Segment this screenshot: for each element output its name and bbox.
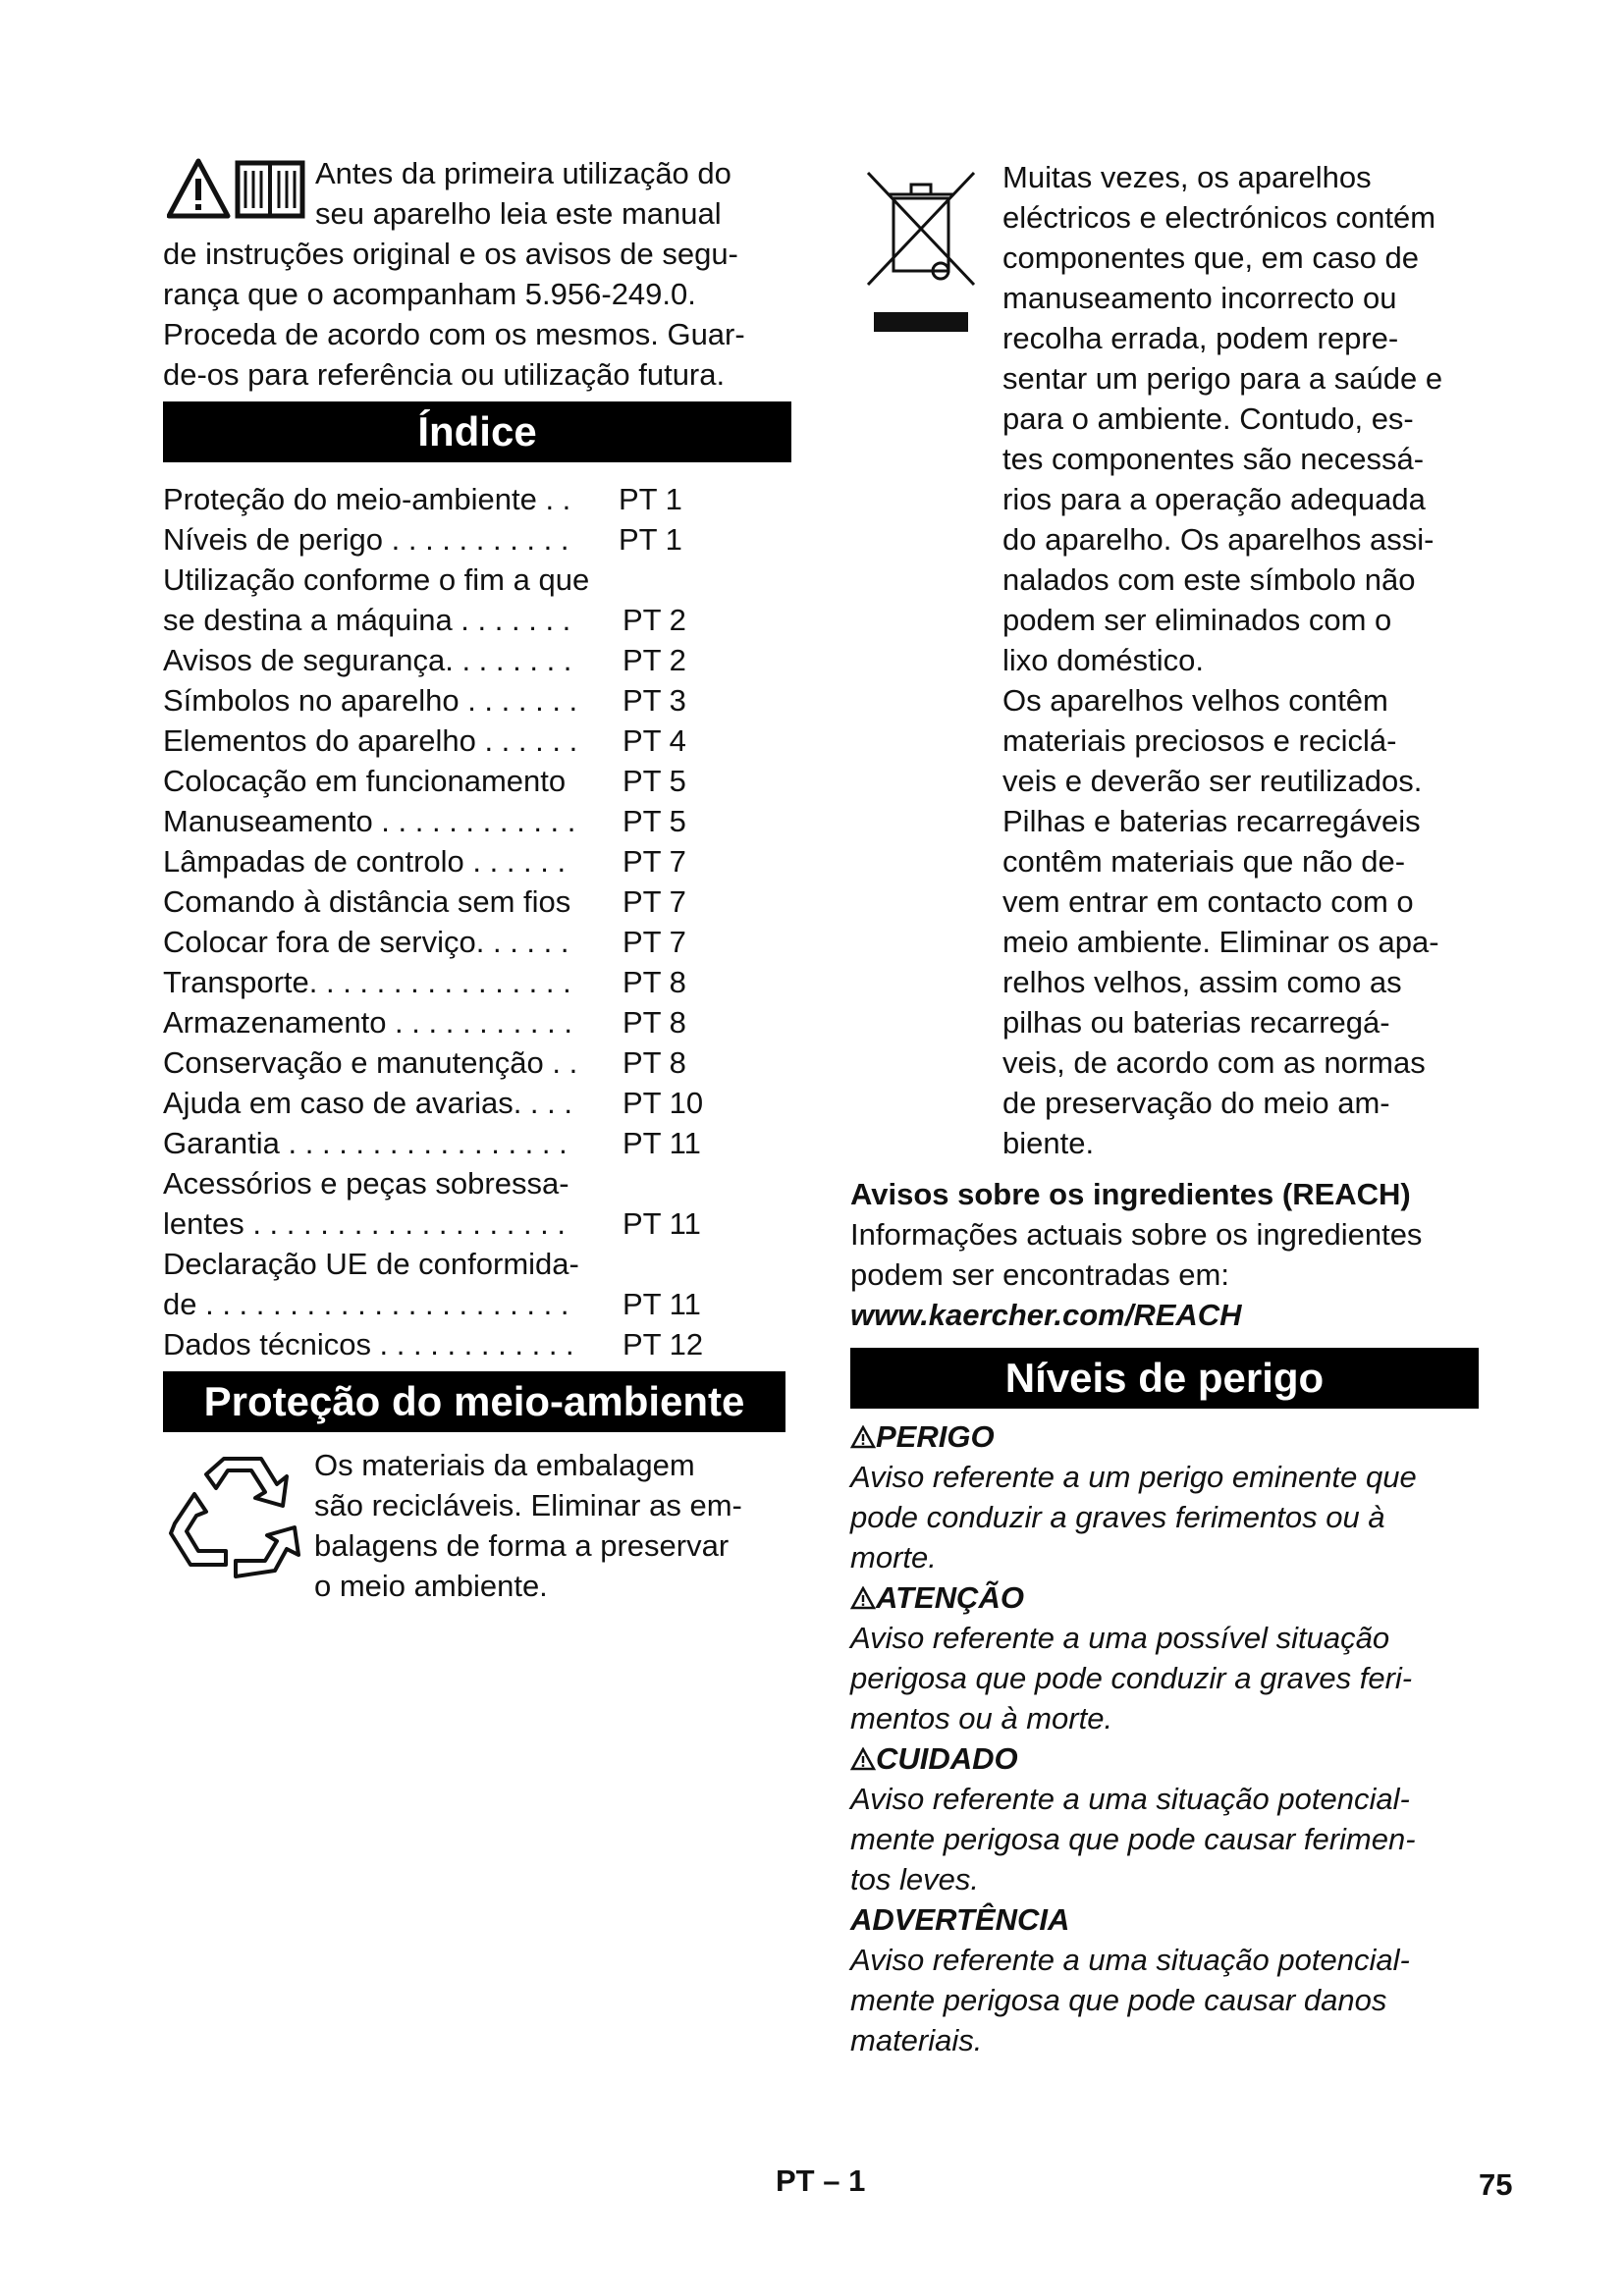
weee-line: nalados com este símbolo não: [1002, 562, 1416, 597]
toc-entry-text: lentes . . . . . . . . . . . . . . . . . . .: [163, 1206, 567, 1241]
warning-triangle-icon: [850, 1580, 876, 1615]
toc-entry-text: Colocação em funcionamento: [163, 764, 567, 798]
toc-entry-page: PT 7: [623, 925, 686, 959]
toc-entry-page: PT 11: [623, 1206, 701, 1241]
footer-section-page: – 1: [823, 2163, 866, 2198]
hazard-level-description: tos leves.: [850, 1862, 979, 1896]
toc-entry[interactable]: [163, 560, 791, 640]
table-of-contents: [163, 479, 791, 1364]
weee-text: [1002, 157, 1592, 1163]
reach-line: Informações actuais sobre os ingredientes: [850, 1217, 1423, 1252]
weee-line: meio ambiente. Eliminar os apa-: [1002, 925, 1439, 959]
environment-heading: Proteção do meio-ambiente: [163, 1371, 785, 1432]
toc-entry[interactable]: [163, 680, 791, 721]
hazard-level-description: mentos ou à morte.: [850, 1701, 1113, 1735]
weee-line: pilhas ou baterias recarregá-: [1002, 1005, 1390, 1040]
hazard-level-description: Aviso referente a uma situação potencial-: [850, 1943, 1410, 1977]
toc-entry-page: PT 8: [623, 1045, 686, 1080]
toc-entry[interactable]: [163, 1244, 791, 1324]
hazard-levels: [850, 1416, 1479, 2060]
intro-line: Antes da primeira utilização do: [315, 156, 731, 190]
toc-entry-page: PT 3: [623, 683, 686, 718]
toc-entry-text: Colocar fora de serviço. . . . . .: [163, 925, 569, 959]
weee-line: veis e deverão ser reutilizados.: [1002, 764, 1423, 798]
toc-entry-page: PT 2: [623, 603, 686, 637]
toc-entry[interactable]: [163, 1002, 791, 1042]
hazard-level-description: pode conduzir a graves ferimentos ou à: [850, 1500, 1385, 1534]
toc-entry-page: PT 8: [623, 1005, 686, 1040]
toc-entry[interactable]: [163, 721, 791, 761]
weee-line: recolha errada, podem repre-: [1002, 321, 1399, 355]
weee-line: vem entrar em contacto com o: [1002, 884, 1414, 919]
weee-line: tes componentes são necessá-: [1002, 442, 1425, 476]
toc-entry-page: PT 7: [623, 844, 686, 879]
hazard-level-name: ADVERTÊNCIA: [850, 1902, 1070, 1937]
toc-entry[interactable]: [163, 922, 791, 962]
weee-line: relhos velhos, assim como as: [1002, 965, 1402, 999]
footer-section-label: [776, 2163, 865, 2199]
weee-line: contêm materiais que não de-: [1002, 844, 1406, 879]
toc-entry-text: Dados técnicos . . . . . . . . . . . .: [163, 1327, 574, 1362]
toc-entry-text: Proteção do meio-ambiente . .: [163, 482, 571, 516]
hazard-level-description: Aviso referente a um perigo eminente que: [850, 1460, 1417, 1494]
weee-line: materiais preciosos e reciclá-: [1002, 723, 1397, 758]
toc-entry[interactable]: [163, 1123, 791, 1163]
toc-entry[interactable]: [163, 841, 791, 881]
weee-line: lixo doméstico.: [1002, 643, 1205, 677]
warning-triangle-icon: [850, 1419, 876, 1454]
toc-list: [163, 479, 791, 1364]
hazard-level-description: Aviso referente a uma situação potencial-: [850, 1782, 1410, 1816]
reach-url-link[interactable]: www.kaercher.com/REACH: [850, 1298, 1242, 1332]
hazard-level-description: Aviso referente a uma possível situação: [850, 1621, 1390, 1655]
recycling-line: o meio ambiente.: [314, 1569, 548, 1603]
toc-entry-text: Garantia . . . . . . . . . . . . . . . . .: [163, 1126, 568, 1160]
toc-entry[interactable]: [163, 761, 791, 801]
hazard-level-label: [850, 1738, 1479, 1779]
toc-entry-page: PT 11: [623, 1287, 701, 1321]
weee-line: do aparelho. Os aparelhos assi-: [1002, 522, 1435, 557]
weee-line: para o ambiente. Contudo, es-: [1002, 401, 1414, 436]
toc-entry-text: Comando à distância sem fios: [163, 884, 571, 919]
hazard-level-description: materiais.: [850, 2023, 983, 2057]
toc-entry-text: de . . . . . . . . . . . . . . . . . . . . . .: [163, 1287, 569, 1321]
toc-entry[interactable]: [163, 479, 791, 519]
toc-entry-text: Manuseamento . . . . . . . . . . . .: [163, 804, 576, 838]
intro-line: Proceda de acordo com os mesmos. Guar-: [163, 317, 745, 351]
reach-title: Avisos sobre os ingredientes (REACH): [850, 1177, 1411, 1211]
hazard-heading: Níveis de perigo: [850, 1348, 1479, 1409]
toc-entry-text: se destina a máquina . . . . . . .: [163, 603, 571, 637]
toc-entry-page: PT 7: [623, 884, 686, 919]
hazard-level-description: mente perigosa que pode causar danos: [850, 1983, 1387, 2017]
footer-lang: PT: [776, 2163, 815, 2198]
hazard-level-label: [850, 1577, 1479, 1618]
toc-entry[interactable]: [163, 519, 791, 560]
weee-line: eléctricos e electrónicos contém: [1002, 200, 1436, 235]
intro-line: seu aparelho leia este manual: [315, 196, 722, 231]
toc-entry-text: Acessórios e peças sobressa-: [163, 1166, 569, 1201]
toc-entry-page: PT 12: [623, 1327, 704, 1362]
footer-page-number: 75: [1479, 2167, 1513, 2202]
toc-entry-page: PT 1: [619, 522, 682, 557]
index-heading: Índice: [163, 401, 791, 462]
reach-line: podem ser encontradas em:: [850, 1257, 1229, 1292]
warning-triangle-icon: [850, 1741, 876, 1776]
weee-line: veis, de acordo com as normas: [1002, 1045, 1426, 1080]
toc-entry-text: Conservação e manutenção . .: [163, 1045, 578, 1080]
toc-entry-text: Transporte. . . . . . . . . . . . . . . .: [163, 965, 571, 999]
hazard-level-description: mente perigosa que pode causar ferimen-: [850, 1822, 1416, 1856]
recycling-line: balagens de forma a preservar: [314, 1528, 730, 1563]
toc-entry[interactable]: [163, 1042, 791, 1083]
weee-line: sentar um perigo para a saúde e: [1002, 361, 1443, 396]
toc-entry-text: Ajuda em caso de avarias. . . .: [163, 1086, 572, 1120]
hazard-level-label: [850, 1899, 1479, 1940]
toc-entry-page: PT 8: [623, 965, 686, 999]
weee-line: Pilhas e baterias recarregáveis: [1002, 804, 1421, 838]
toc-entry-page: PT 2: [623, 643, 686, 677]
hazard-level-name: CUIDADO: [876, 1741, 1018, 1776]
hazard-level-description: morte.: [850, 1540, 937, 1575]
hazard-level-label: [850, 1416, 1479, 1457]
recycling-line: Os materiais da embalagem: [314, 1448, 695, 1482]
intro-line: de-os para referência ou utilização futura.: [163, 357, 726, 392]
toc-entry-text: Utilização conforme o fim a que: [163, 562, 590, 597]
toc-entry-page: PT 5: [623, 804, 686, 838]
recycling-text: [314, 1445, 795, 1606]
toc-entry[interactable]: [163, 801, 791, 841]
toc-entry-text: Níveis de perigo . . . . . . . . . . .: [163, 522, 569, 557]
recycling-icon: [167, 1455, 302, 1582]
weee-line: rios para a operação adequada: [1002, 482, 1426, 516]
recycling-line: são recicláveis. Eliminar as em-: [314, 1488, 742, 1522]
weee-line: Muitas vezes, os aparelhos: [1002, 160, 1372, 194]
hazard-level-description: perigosa que pode conduzir a graves feri-: [850, 1661, 1413, 1695]
toc-entry[interactable]: [163, 640, 791, 680]
intro-line: de instruções original e os avisos de segu-: [163, 237, 738, 271]
toc-entry[interactable]: [163, 881, 791, 922]
weee-line: componentes que, em caso de: [1002, 240, 1419, 275]
weee-line: manuseamento incorrecto ou: [1002, 281, 1397, 315]
hazard-level-name: ATENÇÃO: [876, 1580, 1024, 1615]
toc-entry-text: Declaração UE de conformida-: [163, 1247, 579, 1281]
toc-entry-page: PT 4: [623, 723, 686, 758]
weee-line: de preservação do meio am-: [1002, 1086, 1390, 1120]
reach-section: [850, 1174, 1479, 1335]
toc-entry-page: PT 10: [623, 1086, 704, 1120]
toc-entry-text: Armazenamento . . . . . . . . . . .: [163, 1005, 572, 1040]
weee-line: podem ser eliminados com o: [1002, 603, 1392, 637]
intro-line: rança que o acompanham 5.956-249.0.: [163, 277, 696, 311]
intro-text: [163, 153, 801, 395]
toc-entry[interactable]: [163, 1163, 791, 1244]
weee-line: biente.: [1002, 1126, 1095, 1160]
toc-entry-text: Lâmpadas de controlo . . . . . .: [163, 844, 567, 879]
toc-entry-text: Avisos de segurança. . . . . . . .: [163, 643, 572, 677]
toc-entry-page: PT 11: [623, 1126, 701, 1160]
weee-bin-icon: [864, 169, 978, 336]
toc-entry[interactable]: [163, 1083, 791, 1123]
toc-entry-page: PT 5: [623, 764, 686, 798]
hazard-level-name: PERIGO: [876, 1419, 995, 1454]
toc-entry[interactable]: [163, 1324, 791, 1364]
toc-entry-text: Elementos do aparelho . . . . . .: [163, 723, 578, 758]
toc-entry-text: Símbolos no aparelho . . . . . . .: [163, 683, 578, 718]
toc-entry[interactable]: [163, 962, 791, 1002]
toc-entry-page: PT 1: [619, 482, 682, 516]
weee-line: Os aparelhos velhos contêm: [1002, 683, 1388, 718]
